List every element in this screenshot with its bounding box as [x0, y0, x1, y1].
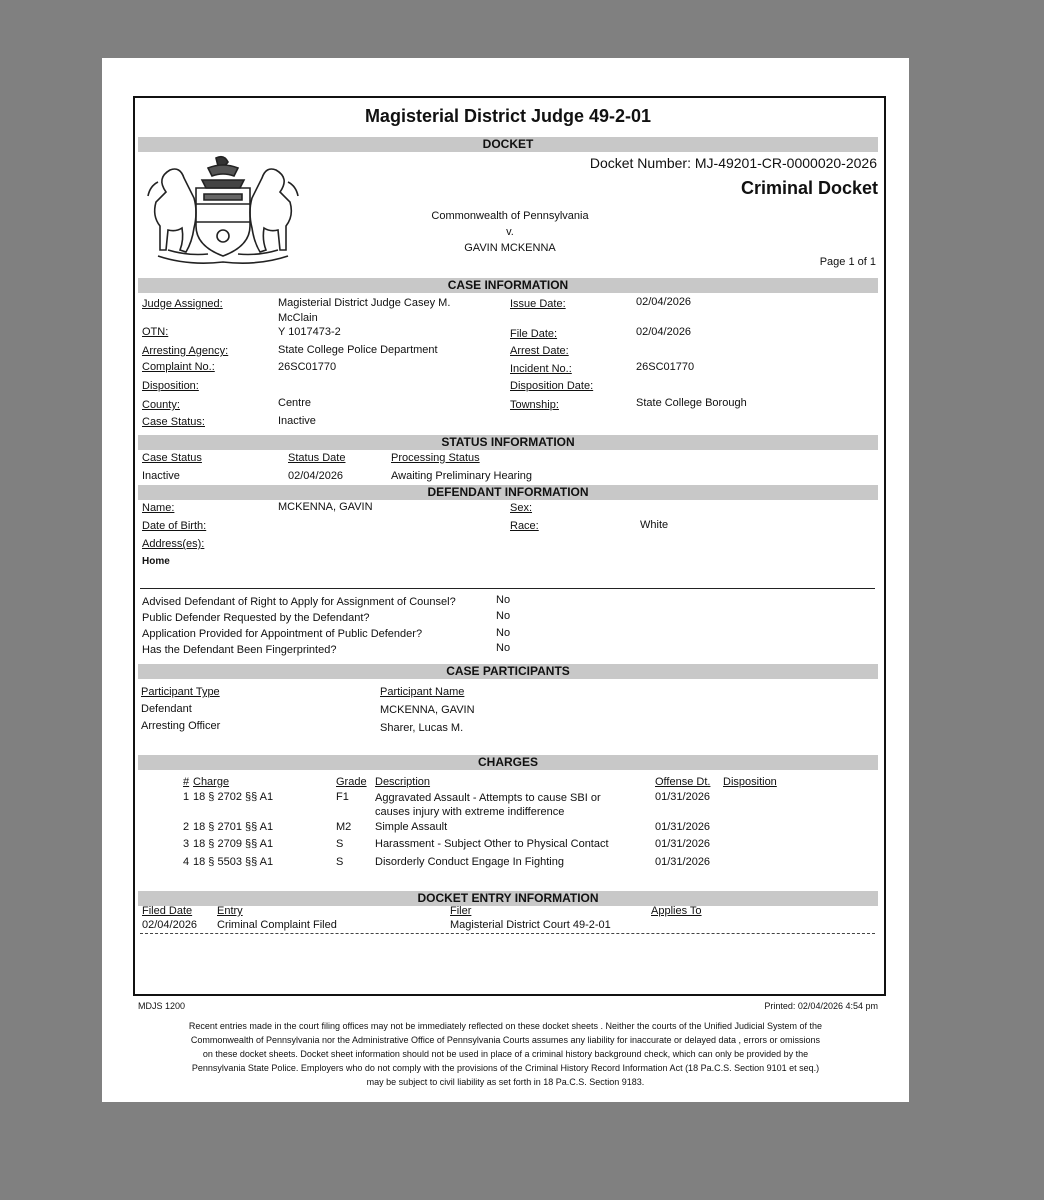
charge-col-offense-date: Offense Dt.	[655, 776, 711, 788]
participant-col-type: Participant Type	[141, 686, 220, 698]
status-col-processing: Processing Status	[391, 452, 480, 464]
disposition-date-label: Disposition Date:	[510, 380, 594, 392]
judge-value-2: McClain	[278, 312, 318, 324]
charge-num-1: 1	[183, 791, 190, 803]
status-processing: Awaiting Preliminary Hearing	[391, 470, 533, 482]
disclaimer-line-4: Pennsylvania State Police. Employers who do not comply with the provisions of the Criminal History Record Information Act (18 Pa.C.S. Section 9101 et seq.)	[191, 1063, 820, 1073]
township-value: State College Borough	[636, 397, 747, 409]
case-status-label: Case Status:	[142, 416, 205, 428]
file-date-value: 02/04/2026	[636, 326, 692, 338]
home-address-label: Home	[142, 556, 170, 567]
case-participants-band: CASE PARTICIPANTS	[138, 664, 878, 679]
participant-type-1: Defendant	[141, 703, 192, 715]
charge-grade-4: S	[336, 856, 344, 868]
charge-date-1: 01/31/2026	[655, 791, 711, 803]
question-3: Application Provided for Appointment of Public Defender?	[142, 628, 423, 640]
caption-line-1: Commonwealth of Pennsylvania	[431, 210, 589, 222]
address-label: Address(es):	[142, 538, 205, 550]
disposition-label: Disposition:	[142, 380, 199, 392]
page-title: Magisterial District Judge 49-2-01	[364, 106, 652, 126]
charge-col-num: #	[183, 776, 190, 788]
charge-code-4: 18 § 5503 §§ A1	[193, 856, 274, 868]
charge-col-grade: Grade	[336, 776, 367, 788]
issue-date-label: Issue Date:	[510, 298, 566, 310]
charge-desc-4: Disorderly Conduct Engage In Fighting	[375, 856, 564, 868]
charge-desc-2: Simple Assault	[375, 821, 448, 833]
otn-value: Y 1017473-2	[278, 326, 341, 338]
entry-filer: Magisterial District Court 49-2-01	[450, 919, 611, 931]
answer-3: No	[496, 627, 511, 639]
pennsylvania-seal-icon	[138, 152, 308, 270]
defendant-information-band: DEFENDANT INFORMATION	[138, 485, 878, 500]
defendant-divider	[140, 588, 875, 589]
charge-col-disposition: Disposition	[723, 776, 777, 788]
charge-desc-1a: Aggravated Assault - Attempts to cause SBI or	[375, 792, 601, 804]
charge-col-charge: Charge	[193, 776, 230, 788]
charge-desc-3: Harassment - Subject Other to Physical Contact	[375, 838, 609, 850]
participant-name-2: Sharer, Lucas M.	[380, 722, 464, 734]
defendant-name-label: Name:	[142, 502, 175, 514]
county-value: Centre	[278, 397, 312, 409]
judge-value-1: Magisterial District Judge Casey M.	[278, 297, 451, 309]
participant-type-2: Arresting Officer	[141, 720, 221, 732]
caption-line-3: GAVIN MCKENNA	[464, 242, 556, 254]
charge-grade-3: S	[336, 838, 344, 850]
charge-desc-1b: causes injury with extreme indifference	[375, 806, 565, 818]
dob-label: Date of Birth:	[142, 520, 207, 532]
incident-value: 26SC01770	[636, 361, 695, 373]
charge-num-2: 2	[183, 821, 190, 833]
answer-2: No	[496, 610, 511, 622]
race-value: White	[640, 519, 669, 531]
page-number: Page 1 of 1	[819, 256, 876, 268]
charge-code-2: 18 § 2701 §§ A1	[193, 821, 274, 833]
charge-code-1: 18 § 2702 §§ A1	[193, 791, 274, 803]
docket-number: Docket Number: MJ-49201-CR-0000020-2026	[589, 155, 877, 171]
charge-date-3: 01/31/2026	[655, 838, 711, 850]
charges-band: CHARGES	[138, 755, 878, 770]
charge-date-2: 01/31/2026	[655, 821, 711, 833]
county-label: County:	[142, 399, 180, 411]
entry-col-applies-to: Applies To	[651, 905, 702, 917]
question-2: Public Defender Requested by the Defendant?	[142, 612, 370, 624]
entry-filed-date: 02/04/2026	[142, 919, 198, 931]
township-label: Township:	[510, 399, 559, 411]
complaint-label: Complaint No.:	[142, 361, 215, 373]
docket-type: Criminal Docket	[740, 178, 878, 198]
agency-value: State College Police Department	[278, 344, 438, 356]
form-id: MDJS 1200	[138, 1001, 186, 1011]
status-case-status: Inactive	[142, 470, 180, 482]
defendant-name-value: MCKENNA, GAVIN	[278, 501, 373, 513]
status-date: 02/04/2026	[288, 470, 344, 482]
entry-col-entry: Entry	[217, 905, 243, 917]
case-status-value: Inactive	[278, 415, 316, 427]
docket-band: DOCKET	[138, 137, 878, 152]
participant-name-1: MCKENNA, GAVIN	[380, 704, 475, 716]
answer-1: No	[496, 594, 511, 606]
incident-label: Incident No.:	[510, 363, 572, 375]
charge-code-3: 18 § 2709 §§ A1	[193, 838, 274, 850]
complaint-value: 26SC01770	[278, 361, 337, 373]
participant-col-name: Participant Name	[380, 686, 465, 698]
answer-4: No	[496, 642, 511, 654]
otn-label: OTN:	[142, 326, 169, 338]
issue-date-value: 02/04/2026	[636, 296, 692, 308]
caption-line-2: v.	[506, 226, 514, 238]
charge-grade-2: M2	[336, 821, 352, 833]
file-date-label: File Date:	[510, 328, 558, 340]
entry-dashed-rule	[140, 933, 875, 934]
race-label: Race:	[510, 520, 539, 532]
case-information-band: CASE INFORMATION	[138, 278, 878, 293]
agency-label: Arresting Agency:	[142, 345, 229, 357]
disclaimer-line-5: may be subject to civil liability as set forth in 18 Pa.C.S. Section 9183.	[366, 1077, 645, 1087]
status-col-case-status: Case Status	[142, 452, 202, 464]
judge-label: Judge Assigned:	[142, 298, 223, 310]
docket-entry-band: DOCKET ENTRY INFORMATION	[138, 891, 878, 906]
entry-text: Criminal Complaint Filed	[217, 919, 337, 931]
charge-num-3: 3	[183, 838, 190, 850]
arrest-date-label: Arrest Date:	[510, 345, 569, 357]
status-information-band: STATUS INFORMATION	[138, 435, 878, 450]
charge-num-4: 4	[183, 856, 190, 868]
charge-grade-1: F1	[336, 791, 349, 803]
charge-col-description: Description	[375, 776, 431, 788]
question-4: Has the Defendant Been Fingerprinted?	[142, 644, 337, 656]
charge-date-4: 01/31/2026	[655, 856, 711, 868]
entry-col-filer: Filer	[450, 905, 472, 917]
printed-timestamp: Printed: 02/04/2026 4:54 pm	[764, 1001, 878, 1011]
disclaimer-line-1: Recent entries made in the court filing offices may not be immediately reflected on these docket sheets . Neither the courts of the Unified Judicial System of the	[188, 1021, 823, 1031]
status-col-status-date: Status Date	[288, 452, 346, 464]
question-1: Advised Defendant of Right to Apply for Assignment of Counsel?	[142, 596, 456, 608]
disclaimer-line-3: on these docket sheets. Docket sheet information should not be used in place of a criminal history background check, which can only be provided by the	[202, 1049, 809, 1059]
sex-label: Sex:	[510, 502, 533, 514]
disclaimer-line-2: Commonwealth of Pennsylvania nor the Administrative Office of Pennsylvania Courts assumes any liability for inaccurate or delayed data , errors or omissions	[190, 1035, 821, 1045]
entry-col-filed-date: Filed Date	[142, 905, 193, 917]
